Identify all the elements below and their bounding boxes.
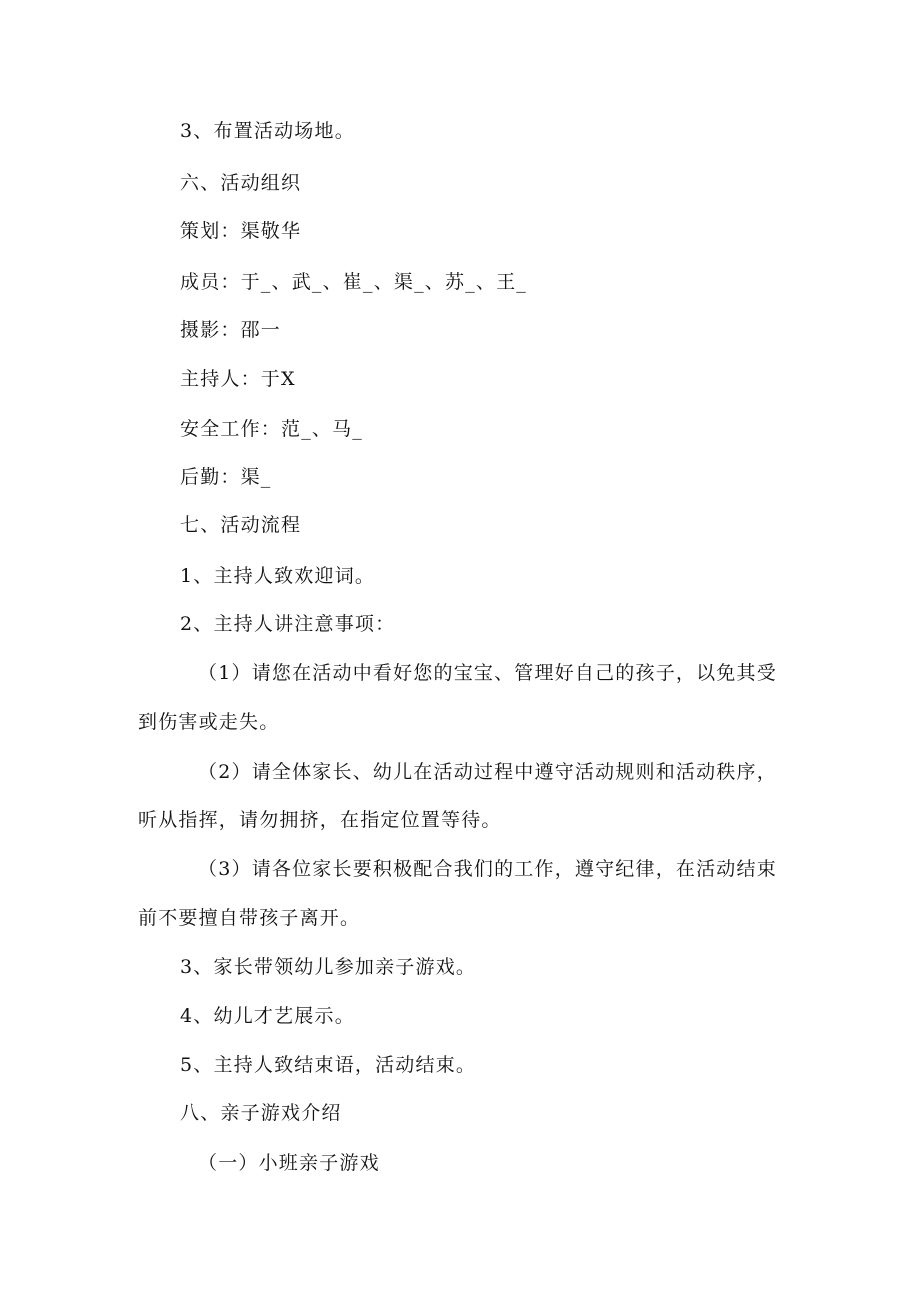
process-step-4: 4、幼儿才艺展示。 xyxy=(180,1005,355,1027)
process-step-5: 5、主持人致结束语，活动结束。 xyxy=(180,1054,477,1076)
notice-2-line-2: 听从指挥，请勿拥挤，在指定位置等待。 xyxy=(138,809,502,831)
notice-1-line-2: 到伤害或走失。 xyxy=(138,711,280,733)
members-line: 成员：于_、武_、崔_、渠_、苏_、王_ xyxy=(180,271,528,293)
notice-1-line-1: （1）请您在活动中看好您的宝宝、管理好自己的孩子，以免其受 xyxy=(198,662,777,684)
section-heading-games: 八、亲子游戏介绍 xyxy=(180,1102,342,1124)
section-heading-process: 七、活动流程 xyxy=(180,514,302,536)
notice-3-line-2: 前不要擅自带孩子离开。 xyxy=(138,907,361,929)
safety-line: 安全工作：范_、马_ xyxy=(180,418,364,440)
logistics-line: 后勤：渠_ xyxy=(180,466,272,488)
photography-line: 摄影：邵一 xyxy=(180,319,282,341)
process-step-2: 2、主持人讲注意事项： xyxy=(180,613,396,635)
list-item-venue-setup: 3、布置活动场地。 xyxy=(180,120,355,142)
process-step-1: 1、主持人致欢迎词。 xyxy=(180,565,376,587)
host-line: 主持人：于X xyxy=(180,368,296,390)
notice-2-line-1: （2）请全体家长、幼儿在活动过程中遵守活动规则和活动秩序， xyxy=(198,761,777,783)
section-heading-organization: 六、活动组织 xyxy=(180,172,302,194)
process-step-3: 3、家长带领幼儿参加亲子游戏。 xyxy=(180,956,477,978)
subsection-heading-small-class-games: （一）小班亲子游戏 xyxy=(198,1152,380,1174)
notice-3-line-1: （3）请各位家长要积极配合我们的工作，遵守纪律，在活动结束 xyxy=(198,858,777,880)
planner-line: 策划：渠敬华 xyxy=(180,220,302,242)
